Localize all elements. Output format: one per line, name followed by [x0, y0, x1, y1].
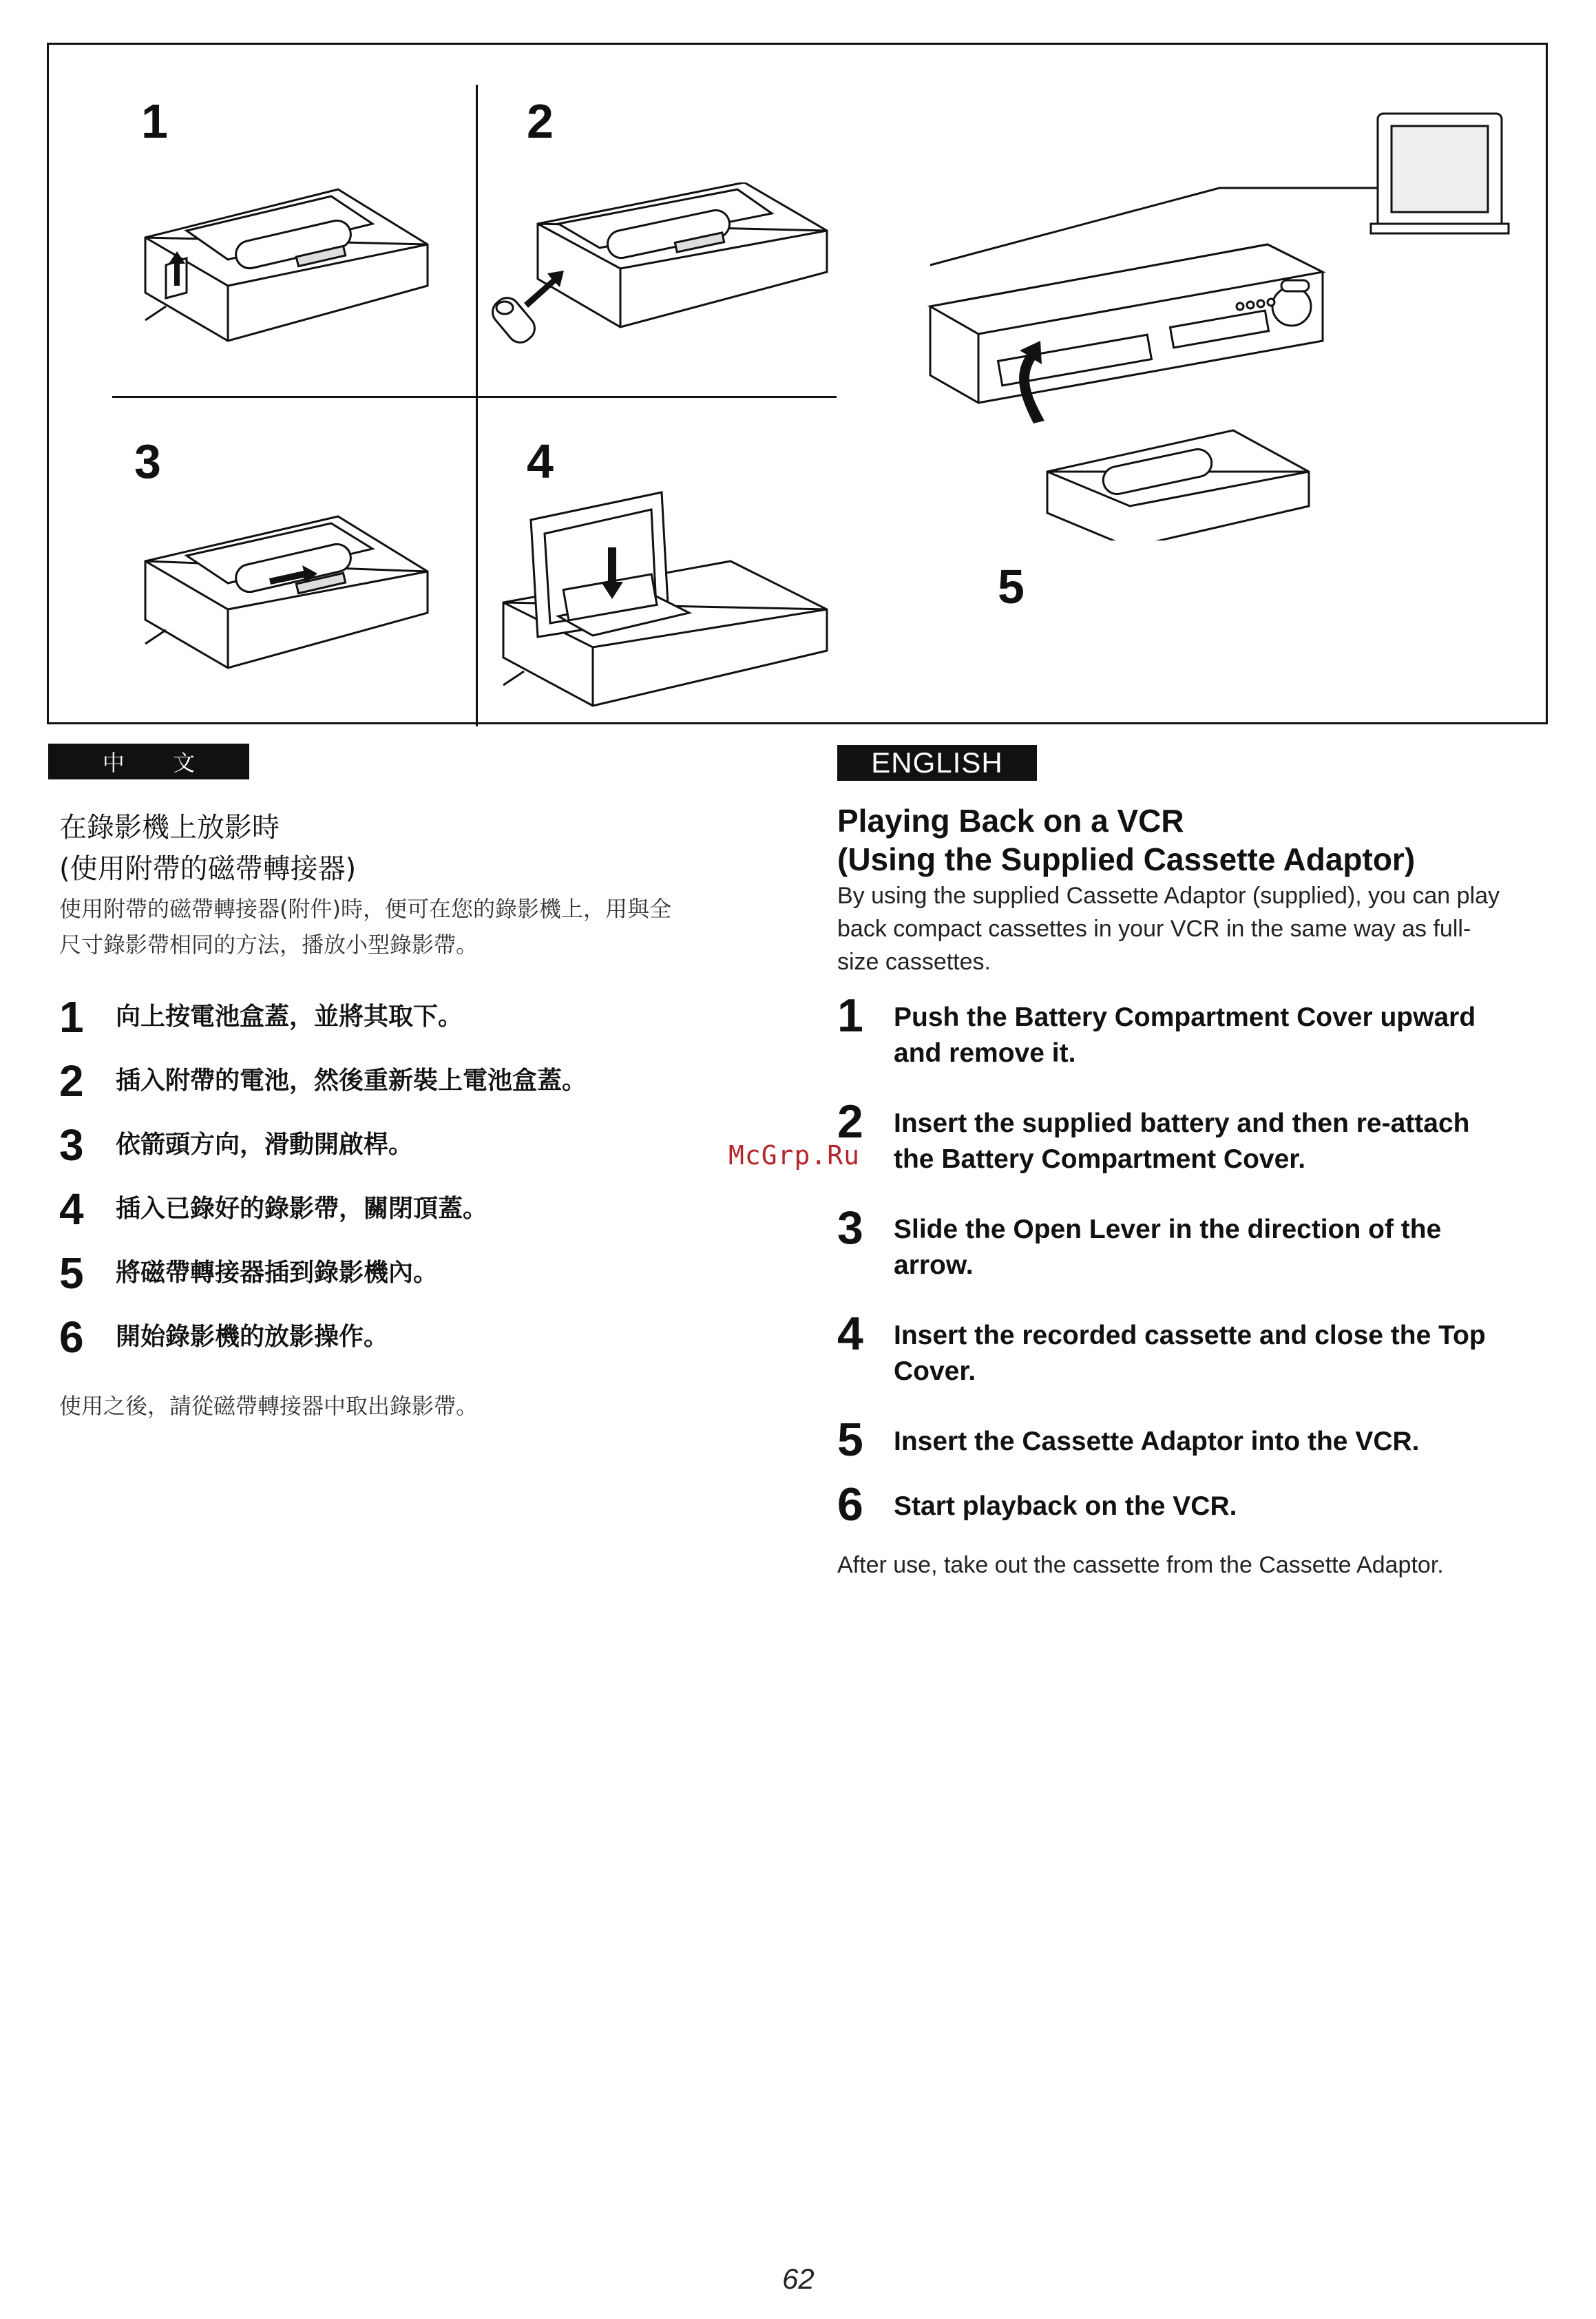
english-step-number: 6: [837, 1478, 863, 1531]
chinese-step-text: 將磁帶轉接器插到錄影機內。: [116, 1258, 439, 1287]
english-step-3: [837, 1202, 1553, 1283]
chinese-step-3: [59, 1113, 789, 1177]
english-intro-line-1: By using the supplied Cassette Adaptor (supplied), you can play: [837, 883, 1500, 909]
chinese-step-6: [59, 1305, 789, 1369]
chinese-step-number: 2: [59, 1056, 84, 1106]
figure-step-3-label: 3: [134, 434, 161, 488]
chinese-step-5: [59, 1241, 789, 1305]
chinese-step-number: 6: [59, 1312, 84, 1362]
english-step-5: [837, 1414, 1553, 1466]
english-step-number: 2: [837, 1095, 863, 1148]
slide-open-lever-illustration: [132, 513, 434, 692]
english-step-text: Start playback on the VCR.: [894, 1491, 1237, 1521]
chinese-title-line-1: 在錄影機上放影時: [59, 812, 280, 843]
english-step-number: 5: [837, 1414, 863, 1466]
page-number: 62: [782, 2263, 815, 2295]
chinese-step-text: 插入附帶的電池，然後重新裝上電池盒蓋。: [116, 1066, 587, 1095]
insert-cassette-illustration: [483, 479, 841, 726]
english-step-text: [894, 1208, 1441, 1283]
english-step-text: [894, 1102, 1469, 1177]
vcr-playback-illustration: [910, 100, 1543, 541]
english-step-1: [837, 989, 1553, 1071]
english-step-text-line-1: Insert the recorded cassette and close the Top: [894, 1321, 1486, 1350]
english-intro-line-2: back compact cassettes in your VCR in the same way as full-: [837, 916, 1471, 942]
english-step-6: [837, 1478, 1553, 1531]
figure-vertical-divider: [476, 85, 478, 726]
watermark-text: McGrp.Ru: [728, 1140, 861, 1171]
english-step-text-line-2: and remove it.: [894, 1038, 1076, 1068]
chinese-intro-line-1: 使用附帶的磁帶轉接器(附件)時，便可在您的錄影機上，用與全: [59, 896, 671, 922]
english-step-text-line-1: Slide the Open Lever in the direction of the: [894, 1215, 1442, 1244]
chinese-step-text: 開始錄影機的放影操作。: [116, 1322, 389, 1351]
english-step-text-line-1: Push the Battery Compartment Cover upward: [894, 1003, 1476, 1032]
english-step-text: Insert the Cassette Adaptor into the VCR.: [894, 1427, 1420, 1456]
english-after-use-note: After use, take out the cassette from the Cassette Adaptor.: [837, 1552, 1444, 1578]
chinese-section-header: 中 文: [48, 744, 249, 779]
english-title-line-1: Playing Back on a VCR: [837, 803, 1184, 839]
adaptor-battery-cover-illustration: [132, 182, 434, 361]
chinese-intro-line-2: 尺寸錄影帶相同的方法，播放小型錄影帶。: [59, 932, 479, 958]
chinese-step-number: 3: [59, 1120, 84, 1170]
chinese-column: [59, 807, 789, 1423]
chinese-step-text: 依箭頭方向，滑動開啟桿。: [116, 1130, 414, 1159]
english-step-number: 1: [837, 989, 863, 1042]
chinese-step-number: 4: [59, 1184, 84, 1234]
illustration-frame: [47, 43, 1548, 724]
chinese-step-list: [59, 985, 789, 1369]
english-step-text-line-1: Insert the supplied battery and then re-attach: [894, 1109, 1470, 1138]
insert-battery-illustration: [483, 182, 841, 361]
english-step-number: 4: [837, 1308, 863, 1360]
english-step-text: [894, 996, 1476, 1071]
chinese-step-text: 向上按電池盒蓋，並將其取下。: [116, 1002, 463, 1031]
english-section-header: ENGLISH: [837, 745, 1037, 781]
figure-step-1-label: 1: [141, 94, 168, 148]
chinese-step-text: 插入已錄好的錄影帶，關閉頂蓋。: [116, 1194, 488, 1223]
english-intro-line-3: size cassettes.: [837, 949, 991, 975]
english-step-4: [837, 1308, 1553, 1389]
figure-horizontal-divider: [112, 396, 837, 398]
chinese-step-4: [59, 1177, 789, 1241]
english-title-line-2: (Using the Supplied Cassette Adaptor): [837, 841, 1416, 877]
english-column: [837, 801, 1553, 1581]
figure-step-2-label: 2: [527, 94, 554, 148]
english-step-text-line-2: Cover.: [894, 1356, 976, 1386]
english-step-list: [837, 989, 1553, 1531]
chinese-after-use-note: 使用之後，請從磁帶轉接器中取出錄影帶。: [59, 1393, 479, 1419]
chinese-step-number: 1: [59, 991, 84, 1042]
english-step-text-line-2: arrow.: [894, 1250, 974, 1280]
english-step-number: 3: [837, 1202, 863, 1254]
figure-step-5-label: 5: [998, 560, 1025, 613]
chinese-step-1: [59, 985, 789, 1049]
english-step-text: [894, 1314, 1486, 1389]
chinese-title-line-2: (使用附帶的磁帶轉接器): [59, 853, 357, 885]
english-step-2: [837, 1095, 1553, 1177]
chinese-step-number: 5: [59, 1248, 84, 1298]
chinese-step-2: [59, 1049, 789, 1113]
english-step-text-line-2: the Battery Compartment Cover.: [894, 1144, 1306, 1174]
figure-step-4-label: 4: [527, 434, 554, 488]
